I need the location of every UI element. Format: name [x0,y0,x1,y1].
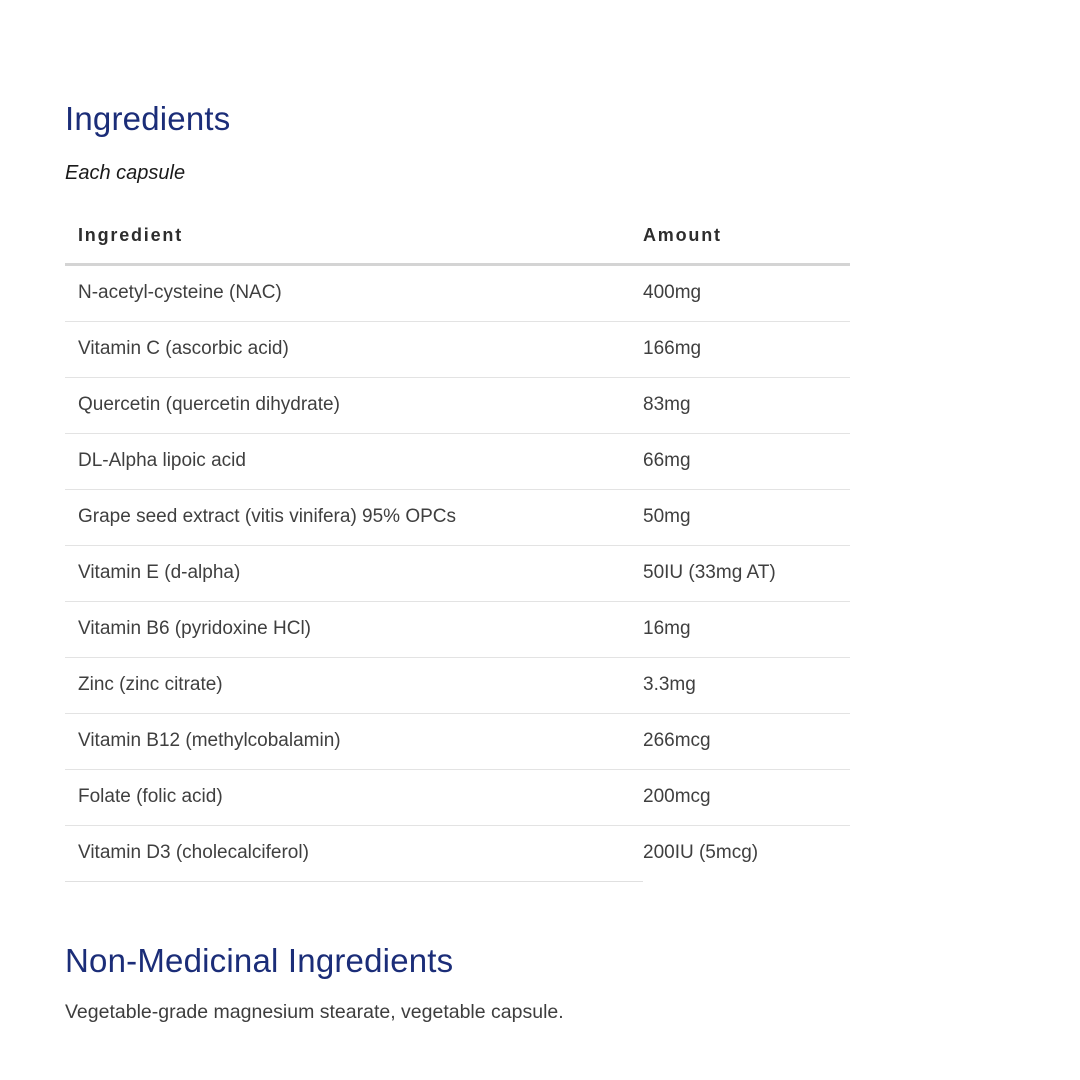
amount-cell: 50mg [643,489,850,545]
non-medicinal-body: Vegetable-grade magnesium stearate, vegetable capsule. [65,1000,564,1023]
ingredients-section-title: Ingredients [65,100,231,137]
amount-cell: 83mg [643,377,850,433]
amount-cell: 66mg [643,433,850,489]
amount-cell: 400mg [643,264,850,321]
table-row [65,545,850,601]
table-row [65,377,850,433]
table-row [65,321,850,377]
each-capsule-subtitle: Each capsule [65,161,186,184]
table-row [65,601,850,657]
amount-cell: 3.3mg [643,657,850,713]
amount-cell: 50IU (33mg AT) [643,545,850,601]
ingredient-cell: Grape seed extract (vitis vinifera) 95% OPCs [65,489,643,545]
table-row [65,264,850,321]
ingredient-cell: Quercetin (quercetin dihydrate) [65,377,643,433]
ingredient-cell: DL-Alpha lipoic acid [65,433,643,489]
table-row [65,433,850,489]
non-medicinal-section-title: Non-Medicinal Ingredients [65,941,454,979]
ingredient-cell: Vitamin C (ascorbic acid) [65,321,643,377]
ingredient-cell: Vitamin D3 (cholecalciferol) [65,825,643,881]
ingredient-cell: N-acetyl-cysteine (NAC) [65,264,643,321]
ingredient-cell: Zinc (zinc citrate) [65,657,643,713]
amount-column-header: Amount [643,213,850,265]
amount-cell: 200mcg [643,769,850,825]
ingredients-table [65,213,850,882]
amount-cell: 200IU (5mcg) [643,842,759,864]
table-row [65,825,850,881]
page [0,98,1080,1080]
amount-cell: 16mg [643,601,850,657]
amount-cell: 266mcg [643,713,850,769]
ingredient-cell: Vitamin B6 (pyridoxine HCl) [65,601,643,657]
table-row [65,657,850,713]
ingredient-cell: Vitamin E (d-alpha) [65,545,643,601]
table-row [65,713,850,769]
ingredient-cell: Folate (folic acid) [65,769,643,825]
amount-cell: 166mg [643,321,850,377]
ingredient-cell: Vitamin B12 (methylcobalamin) [65,713,643,769]
table-row [65,489,850,545]
table-header-row [65,213,850,265]
ingredients-table-body [65,264,850,881]
ingredient-column-header: Ingredient [65,213,643,265]
table-row [65,769,850,825]
